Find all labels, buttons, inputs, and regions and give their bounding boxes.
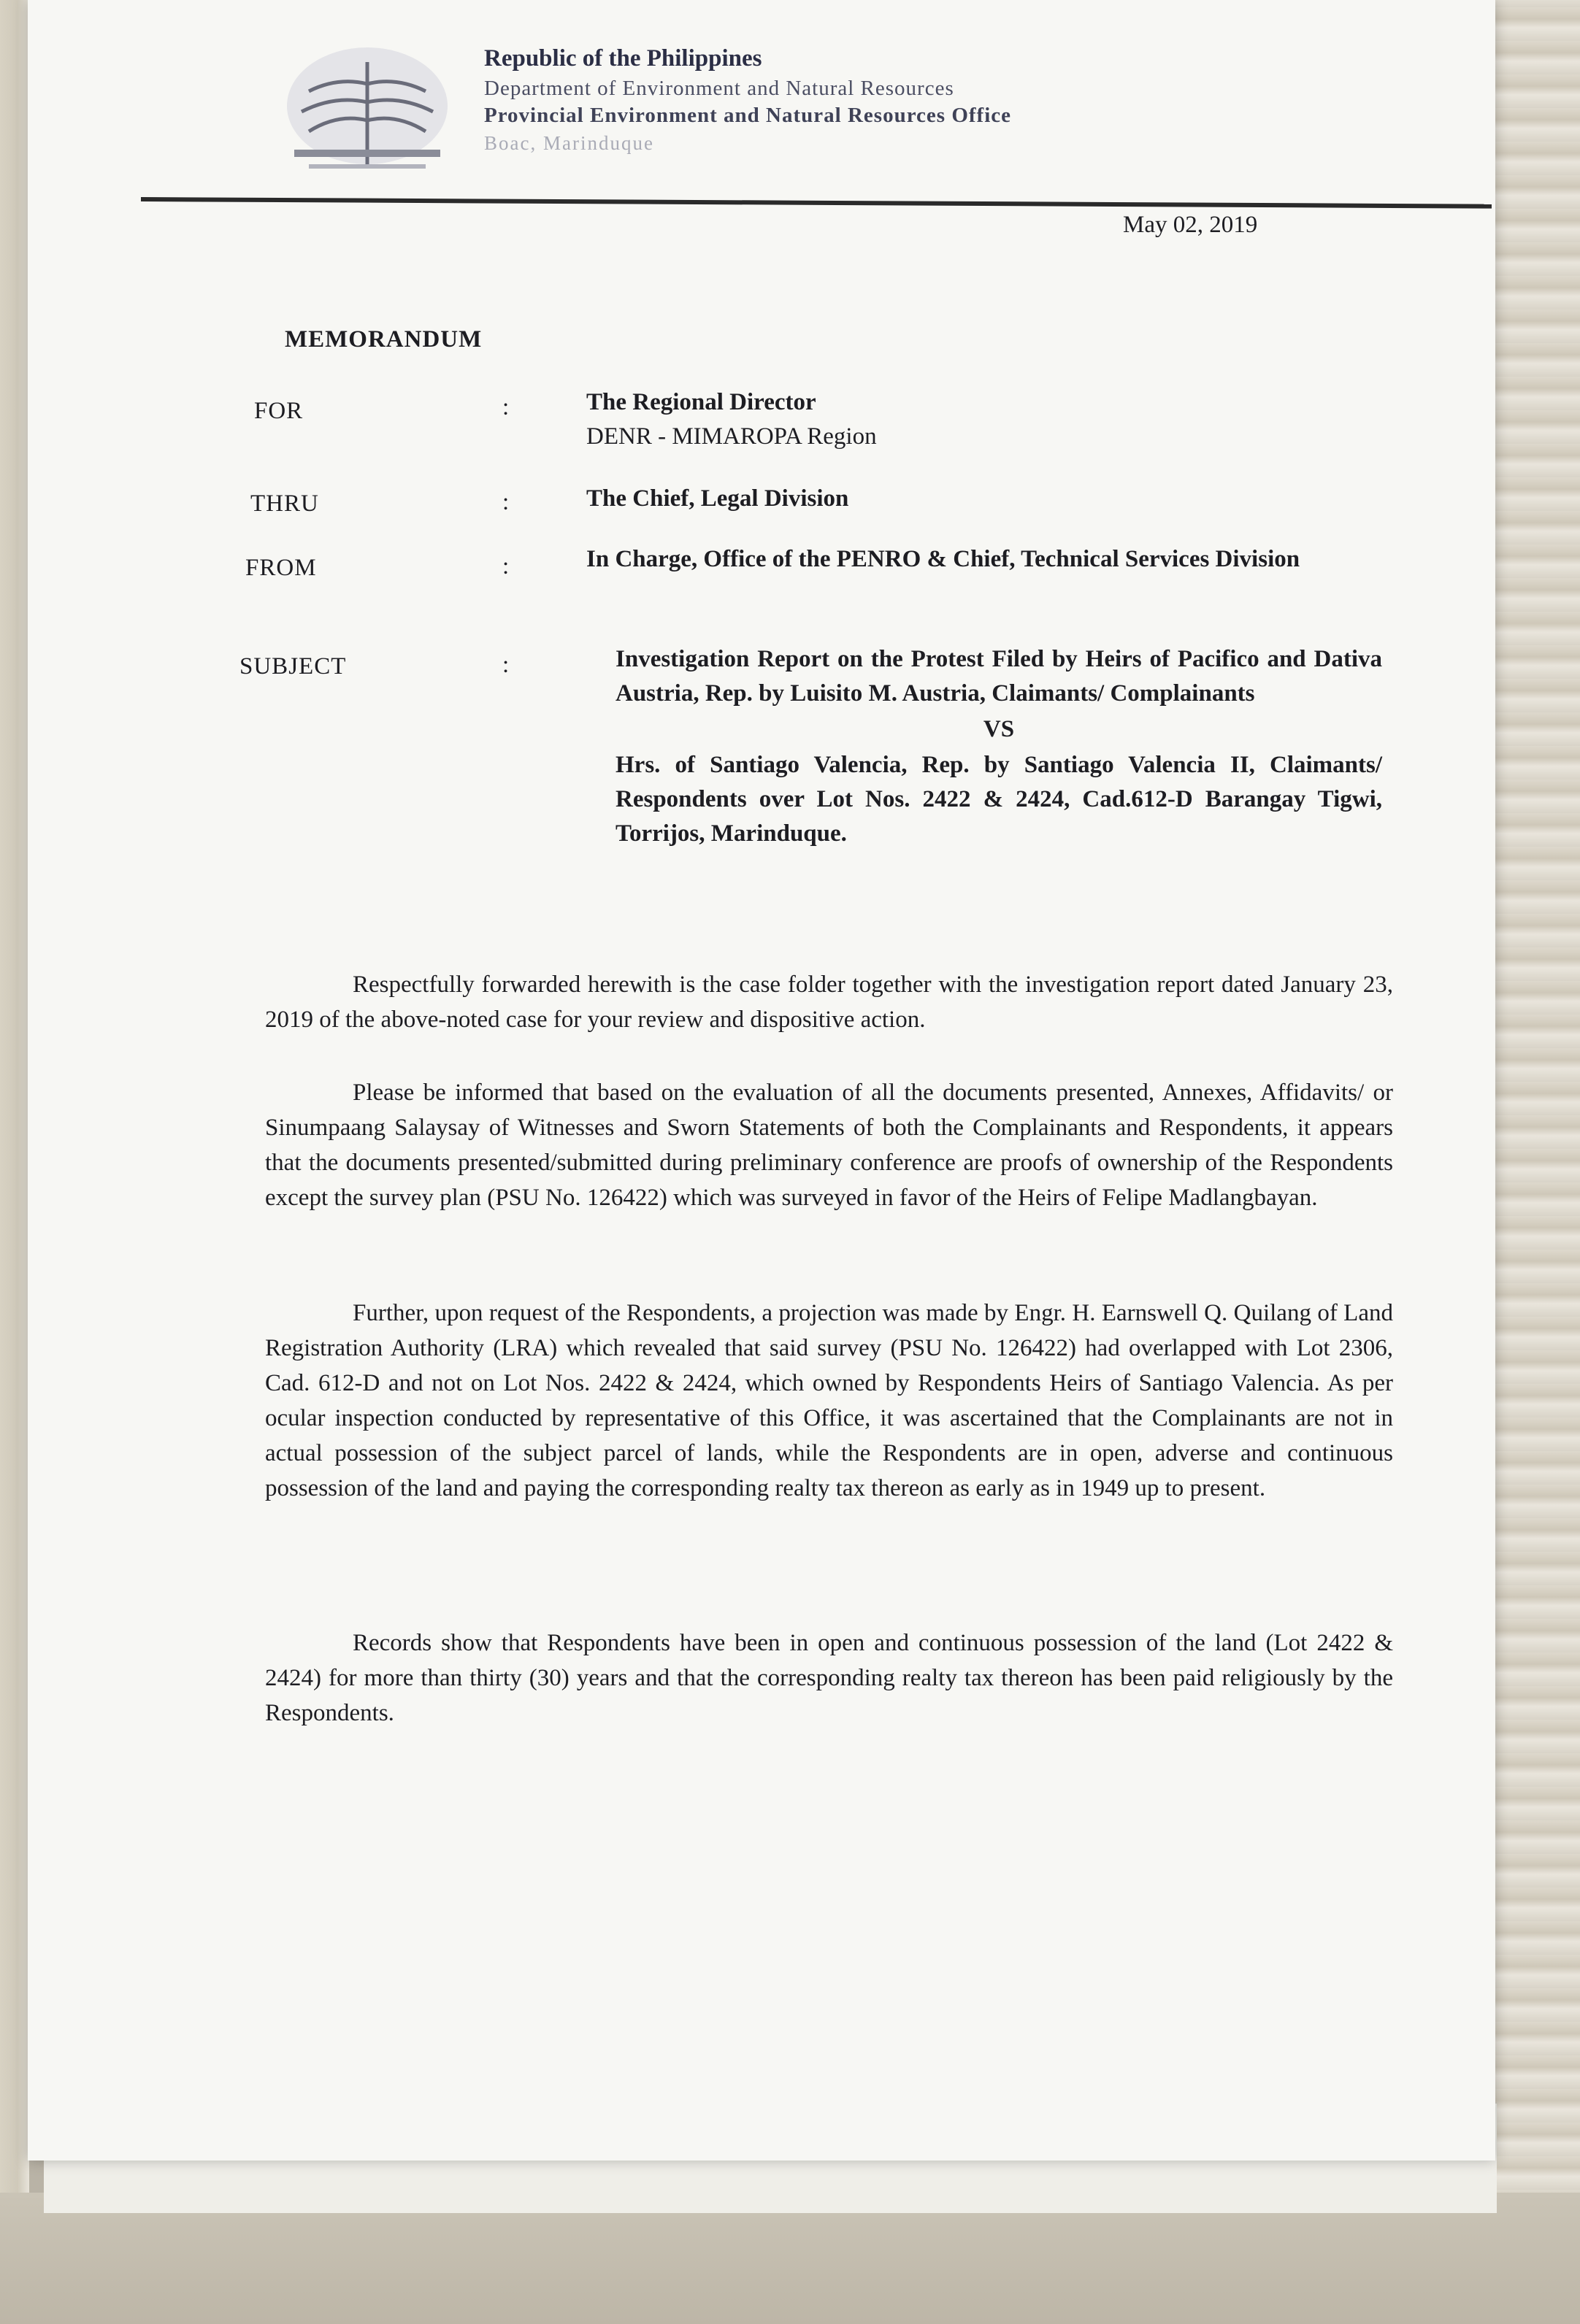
thru-colon: : [502, 489, 510, 515]
letterhead-address: Boac, Marinduque [484, 132, 654, 154]
letterhead-department: Department of Environment and Natural Resources [484, 77, 954, 100]
from-label: FROM [245, 555, 317, 581]
header-rule [141, 197, 1492, 209]
subject-complainants: Investigation Report on the Protest Filed by Heirs of Pacifico and Dativa Austria, Rep. by Luisito M. Austria, Claimants/ Complainants [615, 646, 1382, 707]
for-value-line2: DENR - MIMAROPA Region [586, 423, 877, 450]
for-label: FOR [254, 398, 304, 424]
body-paragraph-3: Further, upon request of the Respondents, a projection was made by Engr. H. Earnswell Q. Quilang of Land Registration Authority (LRA) which revealed that said survey (PSU No. 126422) had overlapped with Lot 2306, Cad. 612-D and not on Lot Nos. 2422 & 2424, which owned by Respondents Heirs of Santiago Valencia. As per ocular inspection conducted by representative of this Office, it was ascertained that the Complainants are not in actual possession of the subject parcel of lands, while the Respondents are in open, adverse and continuous possession of the land and paying the corresponding realty tax thereon as early as in 1949 up to present. [265, 1300, 1393, 1501]
subject-vs: VS [983, 716, 1015, 742]
from-colon: : [502, 553, 510, 580]
memo-page [28, 0, 1495, 2161]
subject-respondents: Hrs. of Santiago Valencia, Rep. by Santiago Valencia II, Claimants/ Respondents over Lot Nos. 2422 & 2424, Cad.612-D Barangay Tigwi, Torrijos, Marinduque. [615, 752, 1382, 847]
body-paragraph-2: Please be informed that based on the evaluation of all the documents presented, Annexes, Affidavits/ or Sinumpaang Salaysay of Witnesses and Sworn Statements of both the Complainants and Respondents, it appears that the documents presented/submitted during preliminary conference are proofs of ownership of the Respondents except the survey plan (PSU No. 126422) which was surveyed in favor of the Heirs of Felipe Madlangbayan. [265, 1080, 1393, 1211]
letterhead [484, 45, 1011, 155]
letterhead-republic: Republic of the Philippines [484, 45, 762, 72]
from-value: In Charge, Office of the PENRO & Chief, Technical Services Division [586, 546, 1300, 572]
background-right-edge [1485, 0, 1580, 2324]
subject-value [615, 642, 1382, 851]
letterhead-office: Provincial Environment and Natural Resources Office [484, 104, 1011, 127]
for-value [586, 385, 1353, 454]
subject-label: SUBJECT [239, 653, 347, 680]
thru-label: THRU [250, 490, 319, 517]
for-value-line1: The Regional Director [586, 389, 816, 415]
memo-title: MEMORANDUM [285, 326, 483, 353]
thru-value: The Chief, Legal Division [586, 485, 849, 512]
subject-colon: : [502, 652, 510, 678]
body-paragraph-4: Records show that Respondents have been in open and continuous possession of the land (Lot 2422 & 2424) for more than thirty (30) years and that the corresponding realty tax thereon has been paid religiously by the Respondents. [265, 1630, 1393, 1726]
background-left-edge [0, 0, 29, 2324]
denr-logo-icon [280, 40, 455, 193]
memo-date: May 02, 2019 [1123, 212, 1258, 238]
for-colon: : [502, 394, 510, 420]
body-paragraph-1: Respectfully forwarded herewith is the case folder together with the investigation report dated January 23, 2019 of the above-noted case for your review and dispositive action. [265, 971, 1393, 1033]
